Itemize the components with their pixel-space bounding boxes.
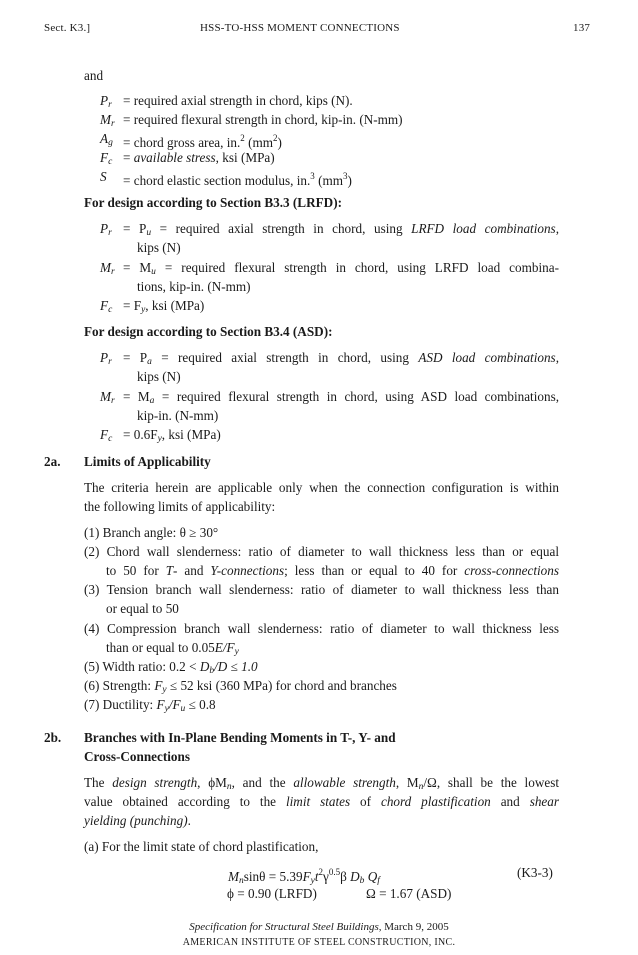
limit-2-line1: (2) Chord wall slenderness: ratio of diameter to wall thickness less than or equal (84, 544, 559, 559)
section-2b-title-line2: Cross-Connections (84, 749, 190, 764)
equation-k3-3: $M_n\sin\theta = 5.39F_yt^2\gamma^{0.5}\beta$ $D_b$ $Q_f$ (228, 867, 380, 886)
section-2a-number: 2a. (44, 454, 61, 469)
limit-1: (1) Branch angle: θ ≥ 30° (84, 525, 219, 540)
s2b-para-line1: The design strength, $\phi M_n$, and the allowable strength, $M_n/\Omega$, shall be the lowest (84, 775, 559, 792)
s2a-para-line1: The criteria herein are applicable only when the connection configuration is within (84, 480, 559, 495)
asd-pr-cont: kips (N) (137, 369, 181, 384)
page-number: 137 (573, 22, 591, 34)
section-2a-title: Limits of Applicability (84, 454, 211, 469)
s2b-para-line3: yielding (punching). (84, 813, 191, 828)
lrfd-heading: For design according to Section B3.3 (LRFD): (84, 195, 342, 210)
lrfd-mr-cont: tions, kip-in. (N-mm) (137, 279, 251, 294)
limit-5: (5) Width ratio: $0.2 < D_b/D \le 1.0$ (84, 659, 258, 676)
resistance-factor-phi: ϕ = 0.90 (LRFD) (227, 886, 317, 901)
asd-heading: For design according to Section B3.4 (ASD): (84, 324, 333, 339)
limit-4-line1: (4) Compression branch wall slenderness: ratio of diameter to wall thickness less (84, 621, 559, 636)
limit-state-a: (a) For the limit state of chord plastification, (84, 839, 319, 854)
asd-mr-cont: kip-in. (N-mm) (137, 408, 219, 423)
equation-number: (K3-3) (517, 865, 553, 880)
footer-line1: Specification for Structural Steel Buildings, March 9, 2005 (189, 921, 449, 933)
s2b-para-line2: value obtained according to the limit states of chord plastification and shear (84, 794, 559, 809)
section-2b-number: 2b. (44, 730, 62, 745)
limit-7: (7) Ductility: $F_y/F_u \le 0.8$ (84, 697, 216, 714)
limit-4-line2: than or equal to $0.05E/F_y$ (106, 640, 239, 657)
section-2b-title-line1: Branches with In-Plane Bending Moments in T-, Y- and (84, 730, 396, 745)
lrfd-pr-cont: kips (N) (137, 240, 181, 255)
s2a-para-line2: the following limits of applicability: (84, 499, 276, 514)
running-header-title: HSS-TO-HSS MOMENT CONNECTIONS (200, 22, 400, 34)
footer-line2: AMERICAN INSTITUTE OF STEEL CONSTRUCTION, INC. (182, 937, 456, 948)
running-header-section: Sect. K3.] (44, 22, 91, 34)
limit-3-line2: or equal to 50 (106, 601, 179, 616)
limit-3-line1: (3) Tension branch wall slenderness: ratio of diameter to wall thickness less than (84, 582, 559, 597)
limit-2-line2: to 50 for T- and Y-connections; less than or equal to 40 for cross-connections (106, 563, 559, 578)
safety-factor-omega: Ω = 1.67 (ASD) (366, 886, 452, 901)
intro-and: and (84, 68, 104, 83)
limit-6: (6) Strength: $F_y \le 52$ ksi (360 MPa) for chord and branches (84, 678, 397, 695)
